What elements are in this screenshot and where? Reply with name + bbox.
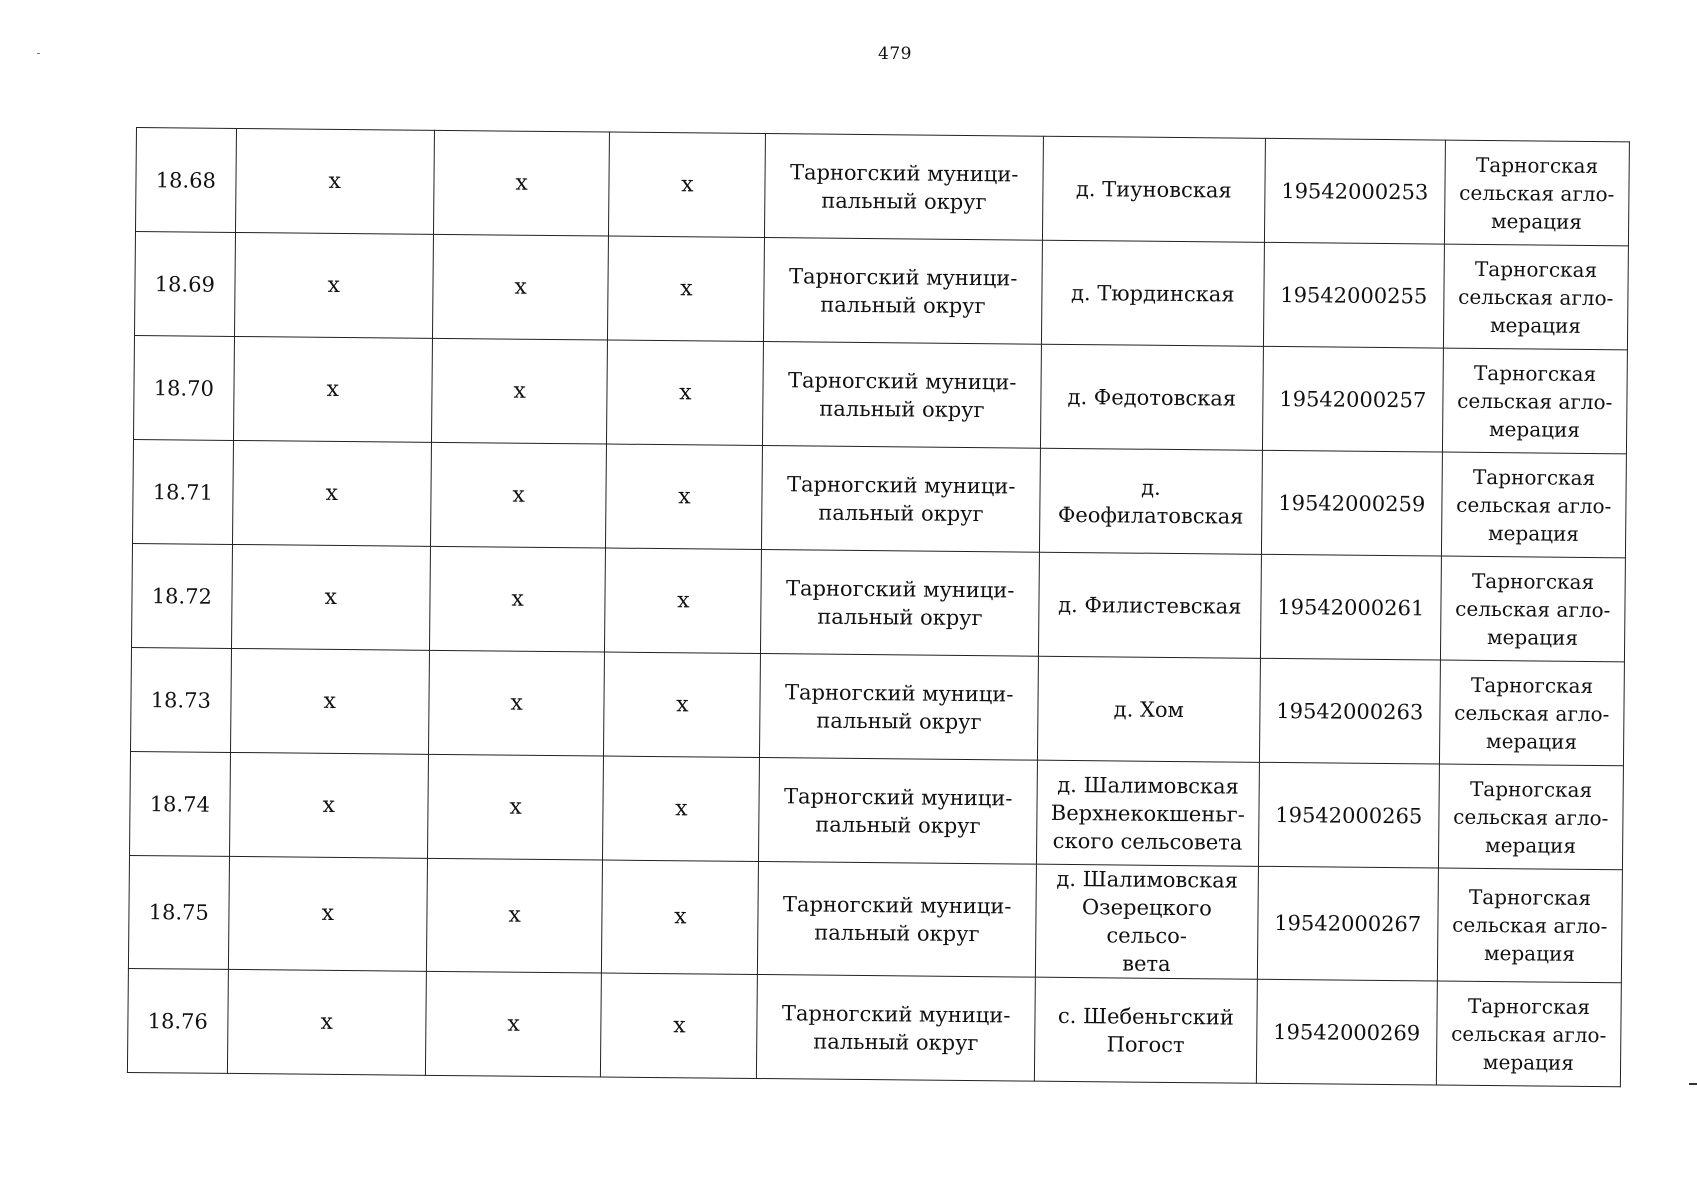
table-row — [132, 543, 1626, 661]
district-cell-line: пальный округ — [817, 604, 983, 630]
empty-mark-cell: x — [432, 234, 609, 340]
district-cell-line: Тарногский муници- — [787, 367, 1017, 394]
row-number-cell: 18.69 — [134, 231, 235, 336]
district-cell-line: Тарногский муници- — [783, 783, 1013, 810]
district-cell-line: пальный округ — [819, 396, 985, 422]
table-row — [127, 968, 1621, 1086]
empty-mark-cell: x — [426, 858, 603, 973]
settlement-cell-line: д. Федотовская — [1067, 384, 1237, 411]
agglomeration-cell-line: Тарногская — [1470, 672, 1594, 698]
empty-mark-cell: x — [228, 856, 427, 971]
agglomeration-cell — [1444, 140, 1629, 246]
settlement-cell-line: Погост — [1106, 1031, 1185, 1057]
table-row — [134, 231, 1628, 349]
district-cell-line: пальный округ — [814, 920, 980, 947]
empty-mark-cell: x — [230, 648, 429, 754]
oktmo-code-cell: 19542000255 — [1263, 242, 1444, 348]
agglomeration-cell-line: мерация — [1489, 312, 1582, 338]
empty-mark-cell: x — [428, 650, 605, 756]
agglomeration-cell-line: Тарногская — [1468, 884, 1592, 911]
row-number-cell: 18.73 — [131, 647, 232, 752]
empty-mark-cell: x — [234, 232, 433, 338]
district-cell — [759, 758, 1037, 865]
empty-mark-cell: x — [609, 132, 766, 237]
district-cell-line: Тарногский муници- — [786, 471, 1016, 498]
settlement-cell — [1036, 760, 1259, 866]
oktmo-code-cell: 19542000265 — [1258, 762, 1439, 868]
agglomeration-cell-line: сельская агло- — [1456, 492, 1612, 518]
empty-mark-cell: x — [427, 754, 604, 860]
settlement-cell — [1040, 344, 1263, 450]
agglomeration-cell-line: мерация — [1486, 624, 1579, 650]
settlement-cell-line: Озерецкого сельсо- — [1081, 895, 1212, 949]
oktmo-code-cell: 19542000259 — [1261, 450, 1442, 556]
empty-mark-cell: x — [235, 128, 434, 234]
agglomeration-cell — [1438, 764, 1623, 870]
settlements-table-wrapper — [127, 127, 1630, 1087]
settlement-cell-line: д. Шалимовская — [1056, 866, 1239, 893]
agglomeration-cell-line: мерация — [1484, 832, 1577, 858]
agglomeration-cell-line: сельская агло- — [1452, 912, 1608, 939]
district-cell-line: Тарногский муници- — [784, 679, 1014, 706]
agglomeration-cell-line: Тарногская — [1471, 568, 1595, 594]
district-cell-line: Тарногский муници- — [789, 159, 1019, 186]
agglomeration-cell-line: сельская агло- — [1451, 1021, 1607, 1047]
agglomeration-cell — [1439, 660, 1624, 766]
agglomeration-cell-line: мерация — [1487, 520, 1580, 546]
row-number-cell: 18.76 — [127, 968, 228, 1073]
agglomeration-cell — [1441, 452, 1626, 558]
settlement-cell-line: д. Шалимовская — [1057, 772, 1239, 799]
oktmo-code-cell: 19542000267 — [1257, 866, 1438, 981]
margin-tick — [1689, 1083, 1697, 1085]
oktmo-code-cell: 19542000269 — [1256, 979, 1437, 1085]
district-cell — [757, 975, 1035, 1082]
district-cell — [761, 550, 1039, 657]
agglomeration-cell-line: сельская агло- — [1454, 700, 1610, 726]
oktmo-code-cell: 19542000261 — [1260, 554, 1441, 660]
district-cell-line: Тарногский муници- — [785, 575, 1015, 602]
empty-mark-cell: x — [604, 652, 761, 757]
agglomeration-cell-line: сельская агло- — [1455, 596, 1611, 622]
page-number: 479 — [878, 44, 912, 64]
agglomeration-cell-line: Тарногская — [1474, 256, 1598, 282]
empty-mark-cell: x — [232, 440, 431, 546]
agglomeration-cell-line: Тарногская — [1467, 993, 1591, 1019]
settlement-cell-line: д. Тюрдинская — [1070, 280, 1235, 307]
empty-mark-cell: x — [607, 340, 764, 445]
empty-mark-cell: x — [231, 544, 430, 650]
table-row — [130, 751, 1624, 869]
row-number-cell: 18.75 — [128, 855, 229, 969]
empty-mark-cell: x — [602, 860, 759, 974]
agglomeration-cell-line: мерация — [1488, 416, 1581, 442]
district-cell — [765, 134, 1043, 241]
empty-mark-cell: x — [431, 338, 608, 444]
district-cell — [764, 238, 1042, 345]
agglomeration-cell-line: Тарногская — [1475, 152, 1599, 178]
table-row — [128, 855, 1622, 982]
oktmo-code-cell: 19542000253 — [1264, 138, 1445, 244]
settlement-cell-line: д. Хом — [1113, 696, 1185, 722]
settlement-cell — [1041, 240, 1264, 346]
table-row — [131, 647, 1625, 765]
empty-mark-cell: x — [430, 442, 607, 548]
settlement-cell-line: д. Феофилатовская — [1057, 475, 1244, 529]
district-cell-line: Тарногский муници- — [782, 892, 1012, 919]
oktmo-code-cell: 19542000257 — [1262, 346, 1443, 452]
agglomeration-cell-line: сельская агло- — [1458, 284, 1614, 310]
settlement-cell-line: вета — [1122, 951, 1171, 976]
settlement-cell — [1038, 552, 1261, 658]
settlement-cell — [1039, 448, 1262, 554]
district-cell-line: пальный округ — [813, 1029, 979, 1055]
empty-mark-cell: x — [601, 973, 758, 1078]
table-row — [134, 335, 1628, 453]
settlement-cell-line: д. Тиуновская — [1075, 176, 1232, 203]
empty-mark-cell: x — [433, 130, 610, 236]
agglomeration-cell-line: сельская агло- — [1459, 180, 1615, 206]
settlements-table — [127, 127, 1630, 1087]
table-body — [127, 128, 1629, 1087]
agglomeration-cell — [1442, 348, 1627, 454]
settlement-cell — [1035, 864, 1258, 979]
agglomeration-cell — [1437, 868, 1622, 983]
row-number-cell: 18.74 — [130, 751, 231, 856]
district-cell — [763, 342, 1041, 449]
district-cell — [758, 862, 1036, 978]
empty-mark-cell: x — [429, 546, 606, 652]
empty-mark-cell: x — [233, 336, 432, 442]
district-cell-line: пальный округ — [818, 500, 984, 526]
district-cell-line: пальный округ — [820, 292, 986, 318]
row-number-cell: 18.70 — [134, 335, 235, 440]
empty-mark-cell: x — [227, 969, 426, 1075]
district-cell-line: Тарногский муници- — [788, 263, 1018, 290]
agglomeration-cell-line: сельская агло- — [1457, 388, 1613, 414]
settlement-cell-line: д. Филистевская — [1058, 592, 1242, 619]
agglomeration-cell-line: мерация — [1485, 728, 1578, 754]
empty-mark-cell: x — [605, 548, 762, 653]
empty-mark-cell: x — [425, 971, 602, 1077]
settlement-cell — [1042, 136, 1265, 242]
agglomeration-cell-line: сельская агло- — [1453, 804, 1609, 830]
district-cell-line: пальный округ — [816, 708, 982, 734]
table-row — [135, 128, 1629, 246]
agglomeration-cell-line: Тарногская — [1472, 464, 1596, 490]
empty-mark-cell: x — [603, 756, 760, 861]
settlement-cell-line: ского сельсовета — [1052, 828, 1243, 855]
agglomeration-cell — [1443, 244, 1628, 350]
row-number-cell: 18.68 — [135, 128, 236, 233]
agglomeration-cell — [1436, 981, 1621, 1087]
row-number-cell: 18.71 — [133, 439, 234, 544]
settlement-cell-line: с. Шебеньгский — [1057, 1003, 1234, 1030]
agglomeration-cell — [1440, 556, 1625, 662]
agglomeration-cell-line: мерация — [1482, 1049, 1575, 1075]
table-row — [133, 439, 1627, 557]
empty-mark-cell: x — [606, 444, 763, 549]
district-cell — [762, 446, 1040, 553]
settlement-cell — [1034, 977, 1257, 1083]
district-cell — [760, 654, 1038, 761]
agglomeration-cell-line: мерация — [1483, 940, 1576, 966]
agglomeration-cell-line: Тарногская — [1473, 360, 1597, 386]
district-cell-line: пальный округ — [821, 188, 987, 214]
settlement-cell — [1037, 656, 1260, 762]
agglomeration-cell-line: Тарногская — [1469, 776, 1593, 802]
empty-mark-cell: x — [608, 236, 765, 341]
district-cell-line: пальный округ — [815, 812, 981, 838]
row-number-cell: 18.72 — [132, 543, 233, 648]
agglomeration-cell-line: мерация — [1490, 208, 1583, 234]
empty-mark-cell: x — [229, 752, 428, 858]
settlement-cell-line: Верхнекокшеньг- — [1050, 800, 1245, 827]
oktmo-code-cell: 19542000263 — [1259, 658, 1440, 764]
district-cell-line: Тарногский муници- — [781, 1000, 1011, 1027]
